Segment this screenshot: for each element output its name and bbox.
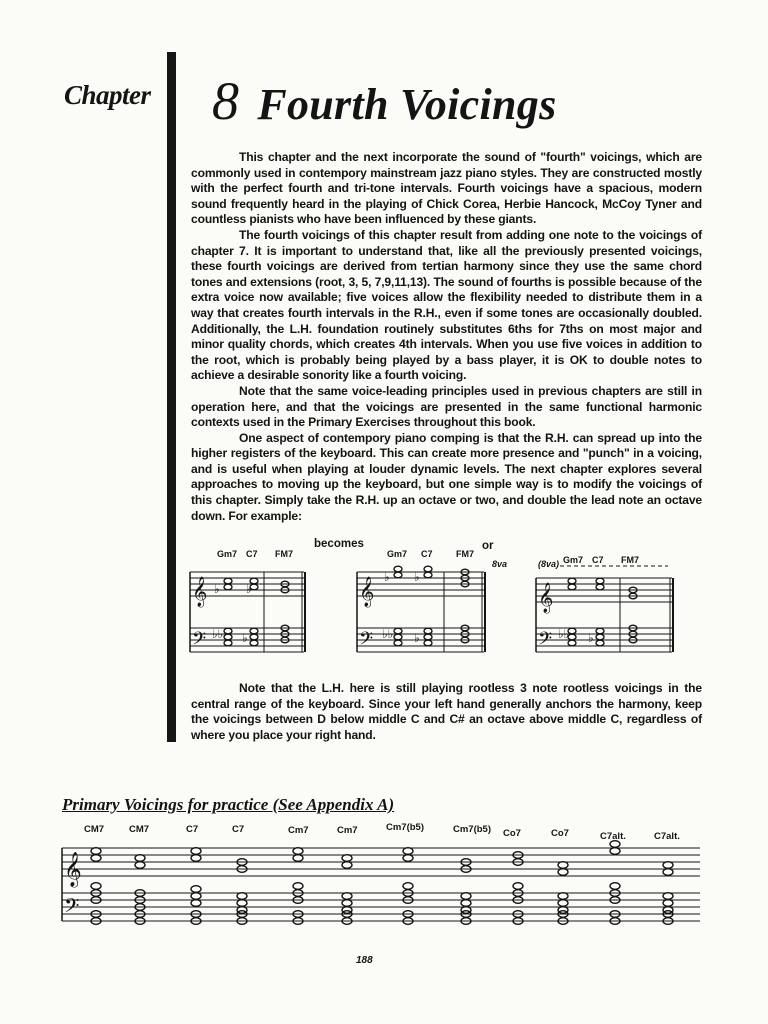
note-head bbox=[342, 855, 352, 862]
note-head bbox=[513, 897, 523, 904]
svg-text:♭♭: ♭♭ bbox=[382, 627, 394, 641]
treble-clef-icon: 𝄞 bbox=[64, 852, 82, 887]
note-head bbox=[610, 883, 620, 890]
note-head bbox=[513, 918, 523, 925]
note-head bbox=[558, 893, 568, 900]
note-head bbox=[663, 907, 673, 914]
note-head bbox=[461, 866, 471, 873]
note-head bbox=[237, 907, 247, 914]
note-head bbox=[191, 911, 201, 918]
note-head bbox=[91, 883, 101, 890]
staff-system bbox=[536, 566, 673, 652]
chapter-label: Chapter bbox=[64, 80, 151, 110]
chord-symbol: C7 bbox=[232, 824, 245, 835]
svg-text:♭: ♭ bbox=[414, 570, 420, 584]
staff-system bbox=[357, 572, 485, 652]
note-head bbox=[237, 893, 247, 900]
note-head bbox=[403, 918, 413, 925]
note-head bbox=[91, 848, 101, 855]
note-head bbox=[403, 855, 413, 862]
note-head bbox=[663, 893, 673, 900]
note-head bbox=[558, 907, 568, 914]
ottava-mark: 8va bbox=[492, 559, 508, 569]
chord-symbol: Cm7(b5) bbox=[453, 824, 492, 835]
note-head bbox=[513, 890, 523, 897]
note-head bbox=[403, 848, 413, 855]
chapter-title bbox=[212, 70, 557, 132]
note-head bbox=[191, 848, 201, 855]
chord-symbol: Gm7 bbox=[217, 549, 238, 559]
chord-symbol: C7 bbox=[592, 555, 604, 565]
note-head bbox=[191, 918, 201, 925]
becomes-label: becomes bbox=[314, 538, 364, 550]
note-head bbox=[513, 859, 523, 866]
treble-clef-icon: 𝄞 bbox=[359, 577, 375, 607]
note-head bbox=[663, 900, 673, 907]
bass-clef-icon: 𝄢 bbox=[359, 629, 374, 654]
svg-text:♭♭: ♭♭ bbox=[212, 627, 224, 641]
note-head bbox=[191, 855, 201, 862]
svg-text:♭: ♭ bbox=[246, 582, 252, 596]
chord-symbol: Cm7 bbox=[337, 825, 358, 836]
note-head bbox=[135, 855, 145, 862]
note-head bbox=[558, 900, 568, 907]
chord-symbol: CM7 bbox=[84, 824, 105, 835]
note-head bbox=[610, 890, 620, 897]
bass-clef-icon: 𝄢 bbox=[64, 894, 80, 922]
svg-text:♭♭: ♭♭ bbox=[558, 627, 570, 641]
note-head bbox=[403, 897, 413, 904]
svg-text:♭: ♭ bbox=[214, 582, 220, 596]
svg-text:♭: ♭ bbox=[588, 631, 594, 645]
note-head bbox=[91, 890, 101, 897]
note-head bbox=[191, 886, 201, 893]
note-head bbox=[237, 866, 247, 873]
chord-symbol: CM7 bbox=[129, 824, 150, 835]
note-head bbox=[293, 848, 303, 855]
treble-clef-icon: 𝄞 bbox=[192, 577, 208, 607]
note-head bbox=[461, 918, 471, 925]
note-head bbox=[558, 911, 568, 918]
note-head bbox=[342, 862, 352, 869]
note-head bbox=[135, 862, 145, 869]
note-head bbox=[342, 911, 352, 918]
note-head bbox=[237, 918, 247, 925]
note-head bbox=[558, 918, 568, 925]
note-head bbox=[91, 855, 101, 862]
note-head bbox=[135, 918, 145, 925]
note-head bbox=[293, 897, 303, 904]
chord-symbol: Gm7 bbox=[387, 549, 408, 559]
page-number: 188 bbox=[356, 955, 373, 966]
chord-symbol: C7alt. bbox=[600, 831, 626, 842]
ottava-paren-mark: (8va) bbox=[538, 559, 560, 569]
note-head bbox=[191, 893, 201, 900]
note-head bbox=[342, 900, 352, 907]
staff-system bbox=[190, 572, 305, 652]
note-head bbox=[461, 859, 471, 866]
chord-symbol: Co7 bbox=[551, 828, 569, 839]
chord-symbol: C7 bbox=[421, 549, 433, 559]
treble-clef-icon: 𝄞 bbox=[538, 583, 554, 613]
note-head bbox=[461, 911, 471, 918]
note-head bbox=[461, 907, 471, 914]
chord-symbol: C7alt. bbox=[654, 831, 680, 842]
paragraph: One aspect of contempory piano comping is that the R.H. can spread up into the higher registers of the keyboard. This can create more presence and "punch" in a voicing, and is useful when playing at louder dynamic levels. The next chapter explores several approaches to moving up the keyboard, but one simple way is to modify the voicings of this chapter. Simply take the R.H. up an octave or two, and double the lead note an octave down. For example: bbox=[191, 430, 702, 523]
chord-symbol: Co7 bbox=[503, 828, 521, 839]
note-head bbox=[513, 911, 523, 918]
chord-symbol: Cm7(b5) bbox=[386, 822, 425, 833]
chord-symbol: FM7 bbox=[456, 549, 474, 559]
note-head bbox=[135, 897, 145, 904]
body-text bbox=[191, 150, 702, 524]
note-head bbox=[91, 911, 101, 918]
note-head bbox=[293, 883, 303, 890]
note-head bbox=[513, 852, 523, 859]
chapter-rule bbox=[167, 52, 176, 742]
note-head bbox=[237, 900, 247, 907]
note-head bbox=[91, 918, 101, 925]
note-head bbox=[403, 883, 413, 890]
chord-symbol: Gm7 bbox=[563, 555, 584, 565]
chord-symbol: C7 bbox=[246, 549, 258, 559]
note-head bbox=[293, 890, 303, 897]
bass-clef-icon: 𝄢 bbox=[538, 629, 553, 654]
note-head bbox=[342, 918, 352, 925]
note-head bbox=[558, 862, 568, 869]
note-head bbox=[663, 918, 673, 925]
note-head bbox=[293, 918, 303, 925]
note-head bbox=[342, 907, 352, 914]
note-head bbox=[191, 900, 201, 907]
paragraph: This chapter and the next incorporate the sound of "fourth" voicings, which are commonly used in contempory mainstream jazz piano styles. They are constructed mostly with the perfect fourth and tri-tone intervals. Fourth voicings have a spacious, modern sound frequently heard in the playing of Chick Corea, Herbie Hancock, McCoy Tyner and countless pianists who have been influenced by these giants. bbox=[191, 150, 702, 227]
note-paragraph bbox=[191, 681, 702, 743]
note-head bbox=[663, 869, 673, 876]
note-head bbox=[663, 862, 673, 869]
note-head bbox=[237, 911, 247, 918]
note-head bbox=[237, 859, 247, 866]
note-head bbox=[558, 869, 568, 876]
note-head bbox=[403, 911, 413, 918]
note-head bbox=[610, 848, 620, 855]
note-head bbox=[342, 893, 352, 900]
svg-text:♭: ♭ bbox=[384, 570, 390, 584]
note-head bbox=[610, 911, 620, 918]
or-label: or bbox=[482, 540, 494, 552]
paragraph: Note that the L.H. here is still playing rootless 3 note rootless voicings in the central range of the keyboard. Since your left hand generally anchors the harmony, keep the voicings between D below middle C and C# an octave above middle C, regardless of where you place your right hand. bbox=[191, 681, 702, 742]
note-head bbox=[513, 883, 523, 890]
chord-symbol: FM7 bbox=[275, 549, 293, 559]
note-head bbox=[461, 900, 471, 907]
note-head bbox=[610, 897, 620, 904]
chord-symbol: Cm7 bbox=[288, 825, 309, 836]
svg-text:♭: ♭ bbox=[242, 631, 248, 645]
section-heading: Primary Voicings for practice (See Appendix A) bbox=[62, 795, 395, 814]
chapter-title-text: Fourth Voicings bbox=[257, 80, 557, 129]
chapter-number: 8 bbox=[212, 71, 240, 131]
chord-symbol: FM7 bbox=[621, 555, 639, 565]
note-head bbox=[293, 911, 303, 918]
note-head bbox=[610, 918, 620, 925]
bass-clef-icon: 𝄢 bbox=[192, 629, 207, 654]
note-head bbox=[135, 904, 145, 911]
chord-symbol: C7 bbox=[186, 824, 199, 835]
paragraph: The fourth voicings of this chapter result from adding one note to the voicings of chapter 7. It is important to understand that, like all the previously presented voicings, these fourth voicings are derived from tertian harmony since they use the same chord tones and extensions (root, 3, 5, 7,9,11,13). The sound of fourths is possible because of the extra voice now available; five voices allow the flexibility needed to distribute them in a way that creates fourth intervals in the R.H., even if some tones are occasionally doubled. Additionally, the L.H. foundation routinely substitutes 6ths for 7ths on most major and minor quality chords, which creates 4th intervals. When you use five voices in addition to the root, which is probably being played by a bass player, it is OK to double notes to achieve a desirable sonority like a fourth voicing. bbox=[191, 227, 702, 383]
note-head bbox=[461, 893, 471, 900]
note-head bbox=[91, 897, 101, 904]
note-head bbox=[135, 911, 145, 918]
note-head bbox=[135, 890, 145, 897]
svg-text:♭: ♭ bbox=[414, 631, 420, 645]
paragraph: Note that the same voice-leading principles used in previous chapters are still in operation here, and that the voicings are presented in the same functional harmonic contexts used in the Primary Exercises throughout this book. bbox=[191, 383, 702, 430]
note-head bbox=[403, 890, 413, 897]
note-head bbox=[293, 855, 303, 862]
note-head bbox=[663, 911, 673, 918]
